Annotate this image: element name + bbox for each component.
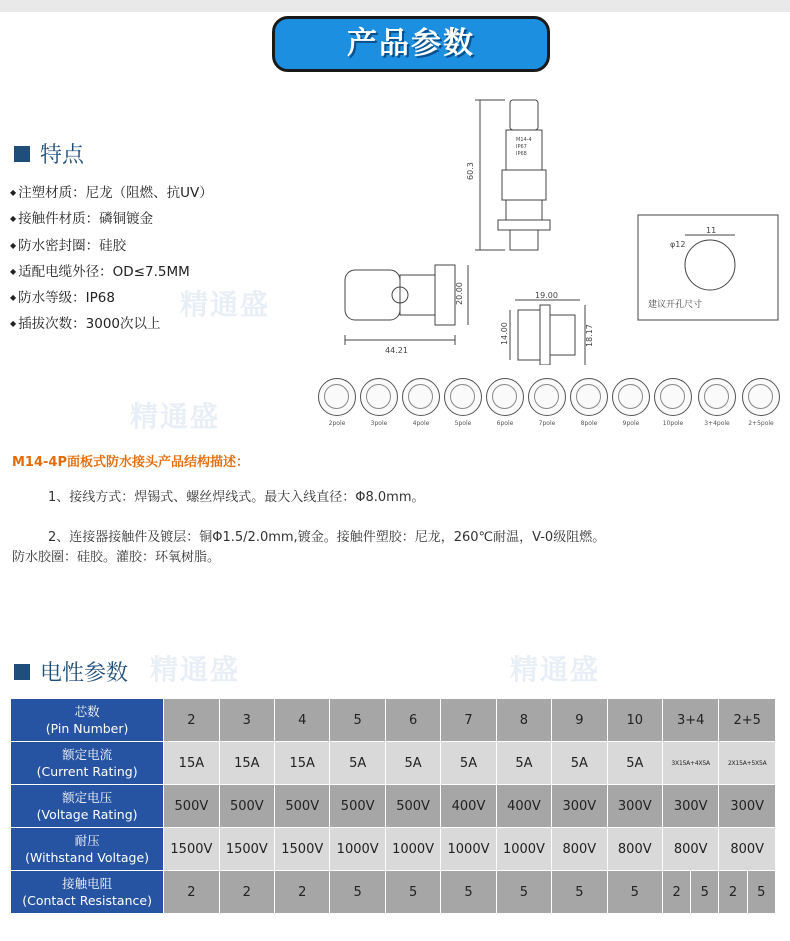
table-cell: 5A [330, 742, 385, 785]
pole-label: 5pole [454, 420, 472, 427]
description-p2b: 防水胶圈：硅胶。灌胶：环氧树脂。 [12, 550, 221, 565]
table-cell: 3+4 [662, 699, 718, 742]
table-cell: 500V [219, 785, 274, 828]
pole-label: 10pole [662, 420, 684, 427]
table-cell: 1500V [164, 828, 219, 871]
table-cell: 1000V [330, 828, 385, 871]
table-cell: 500V [385, 785, 440, 828]
dim-panel-w: 19.00 [535, 291, 558, 300]
feature-item: ◆ 注塑材质：尼龙（阻燃、抗UV） [10, 180, 213, 206]
table-cell: 9 [552, 699, 607, 742]
dim-dia: 20.00 [455, 282, 464, 305]
row-header-cn: 接触电阻 [62, 876, 113, 891]
pole-label: 2pole [328, 420, 346, 427]
description-p1: 1、接线方式：焊锡式、螺丝焊线式。最大入线直径：Φ8.0mm。 [48, 490, 425, 505]
pole-inner-ring [576, 384, 601, 409]
table-cell: 5 [552, 871, 607, 914]
table-cell: 1000V [496, 828, 551, 871]
electrical-heading [14, 656, 128, 687]
table-cell: 15A [219, 742, 274, 785]
table-cell: 3 [219, 699, 274, 742]
watermark: 精通盛 [150, 653, 241, 686]
pole-label: 9pole [622, 420, 640, 427]
feature-item: ◆ 防水等级：IP68 [10, 285, 213, 311]
row-header-cn: 耐压 [74, 833, 100, 848]
pole-label: 3pole [370, 420, 388, 427]
dim-height: 60.3 [466, 162, 475, 180]
row-header-en: (Current Rating) [36, 764, 138, 779]
dim-panel-h2: 18.17 [585, 324, 594, 347]
row-header-cn: 额定电流 [62, 747, 113, 762]
table-cell: 15A [275, 742, 330, 785]
table-cell: 300V [607, 785, 662, 828]
table-cell: 5 [691, 871, 719, 914]
pole-diagram [402, 378, 440, 416]
pole-diagram [444, 378, 482, 416]
table-cell: 5 [441, 871, 496, 914]
pole-diagram [318, 378, 356, 416]
row-header-en: (Pin Number) [45, 721, 129, 736]
table-cell: 5A [385, 742, 440, 785]
pole-inner-ring [618, 384, 643, 409]
dim-panel-h1: 14.00 [500, 322, 509, 345]
pole-diagram [570, 378, 608, 416]
table-cell: 5 [607, 871, 662, 914]
table-cell: 2 [275, 871, 330, 914]
table-row [11, 742, 776, 785]
table-cell: 1000V [385, 828, 440, 871]
description-title: M14-4P面板式防水接头产品结构描述： [12, 455, 249, 470]
table-cell: 2+5 [719, 699, 776, 742]
features-title: 特点 [40, 143, 85, 168]
feature-item: ◆ 适配电缆外径：OD≤7.5MM [10, 259, 213, 285]
top-strip [0, 0, 790, 12]
table-cell: 500V [164, 785, 219, 828]
row-header-en: (Withstand Voltage) [25, 850, 150, 865]
heading-square-icon [14, 664, 30, 680]
dim-width: 44.21 [385, 346, 408, 355]
table-cell: 800V [552, 828, 607, 871]
table-row [11, 871, 776, 914]
dim-hole-r: φ12 [670, 240, 686, 249]
table-row [11, 785, 776, 828]
table-cell: 5A [496, 742, 551, 785]
table-cell: 1500V [219, 828, 274, 871]
table-cell: 6 [385, 699, 440, 742]
table-cell: 800V [719, 828, 776, 871]
table-cell: 300V [719, 785, 776, 828]
section-banner: 产品参数 [272, 16, 550, 72]
marking: IP67 [516, 144, 527, 150]
table-cell: 2 [719, 871, 747, 914]
hole-note: 建议开孔尺寸 [648, 300, 703, 310]
table-cell: 500V [275, 785, 330, 828]
row-header-en: (Contact Resistance) [22, 893, 152, 908]
pole-diagram [612, 378, 650, 416]
table-row [11, 828, 776, 871]
feature-item: ◆ 接触件材质：磷铜镀金 [10, 206, 213, 232]
pole-label: 6pole [496, 420, 514, 427]
table-cell: 2 [662, 871, 690, 914]
pole-diagram [742, 378, 780, 416]
technical-drawing [330, 95, 785, 365]
pole-inner-ring [324, 384, 349, 409]
table-cell: 400V [441, 785, 496, 828]
pole-label: 3+4pole [704, 420, 730, 427]
table-cell: 800V [662, 828, 718, 871]
table-cell: 400V [496, 785, 551, 828]
watermark: 精通盛 [510, 653, 601, 686]
watermark: 精通盛 [180, 288, 271, 321]
marking: IP68 [516, 151, 527, 157]
table-cell: 5 [330, 699, 385, 742]
feature-item: ◆ 插拔次数：3000次以上 [10, 311, 213, 337]
table-cell: 300V [662, 785, 718, 828]
pole-inner-ring [704, 384, 729, 409]
row-header [11, 785, 164, 828]
table-cell: 2 [164, 871, 219, 914]
row-header [11, 871, 164, 914]
electrical-table [10, 698, 776, 914]
table-cell: 2 [219, 871, 274, 914]
pole-inner-ring [366, 384, 391, 409]
table-cell: 1000V [441, 828, 496, 871]
table-cell: 2 [164, 699, 219, 742]
watermark: 精通盛 [130, 400, 221, 433]
pole-inner-ring [408, 384, 433, 409]
table-cell: 8 [496, 699, 551, 742]
features-heading [14, 138, 84, 169]
heading-square-icon [14, 146, 30, 162]
pole-diagram [528, 378, 566, 416]
row-header-cn: 额定电压 [62, 790, 113, 805]
table-cell: 500V [330, 785, 385, 828]
pole-label: 8pole [580, 420, 598, 427]
table-cell: 5 [747, 871, 775, 914]
table-cell: 1500V [275, 828, 330, 871]
table-cell: 5A [441, 742, 496, 785]
table-cell: 5 [330, 871, 385, 914]
description-p2a: 2、连接器接触件及镀层：铜Φ1.5/2.0mm,镀金。接触件塑胶：尼龙，260℃耐温，V-0级阻燃。 [48, 530, 606, 545]
table-cell: 5 [385, 871, 440, 914]
table-cell: 7 [441, 699, 496, 742]
pole-inner-ring [534, 384, 559, 409]
pole-inner-ring [660, 384, 685, 409]
pole-diagram [654, 378, 692, 416]
table-cell: 3X15A+4X5A [662, 742, 718, 785]
table-cell: 2X15A+5X5A [719, 742, 776, 785]
table-cell: 15A [164, 742, 219, 785]
pole-inner-ring [492, 384, 517, 409]
pole-label: 2+5pole [748, 420, 774, 427]
table-cell: 5A [607, 742, 662, 785]
pole-diagram [486, 378, 524, 416]
table-cell: 5A [552, 742, 607, 785]
row-header-cn: 芯数 [74, 704, 100, 719]
table-cell: 10 [607, 699, 662, 742]
marking: M14-4 [516, 137, 532, 143]
pole-inner-ring [748, 384, 773, 409]
table-cell: 800V [607, 828, 662, 871]
pole-diagram [698, 378, 736, 416]
feature-item: ◆ 防水密封圈：硅胶 [10, 233, 213, 259]
row-header [11, 828, 164, 871]
pole-label: 4pole [412, 420, 430, 427]
table-row [11, 699, 776, 742]
electrical-title: 电性参数 [40, 661, 129, 686]
features-list [10, 180, 213, 338]
row-header-en: (Voltage Rating) [36, 807, 138, 822]
row-header [11, 742, 164, 785]
dim-hole-w: 11 [706, 226, 717, 235]
pole-diagram [360, 378, 398, 416]
row-header [11, 699, 164, 742]
table-cell: 5 [496, 871, 551, 914]
pole-label: 7pole [538, 420, 556, 427]
table-cell: 300V [552, 785, 607, 828]
pole-inner-ring [450, 384, 475, 409]
table-cell: 4 [275, 699, 330, 742]
